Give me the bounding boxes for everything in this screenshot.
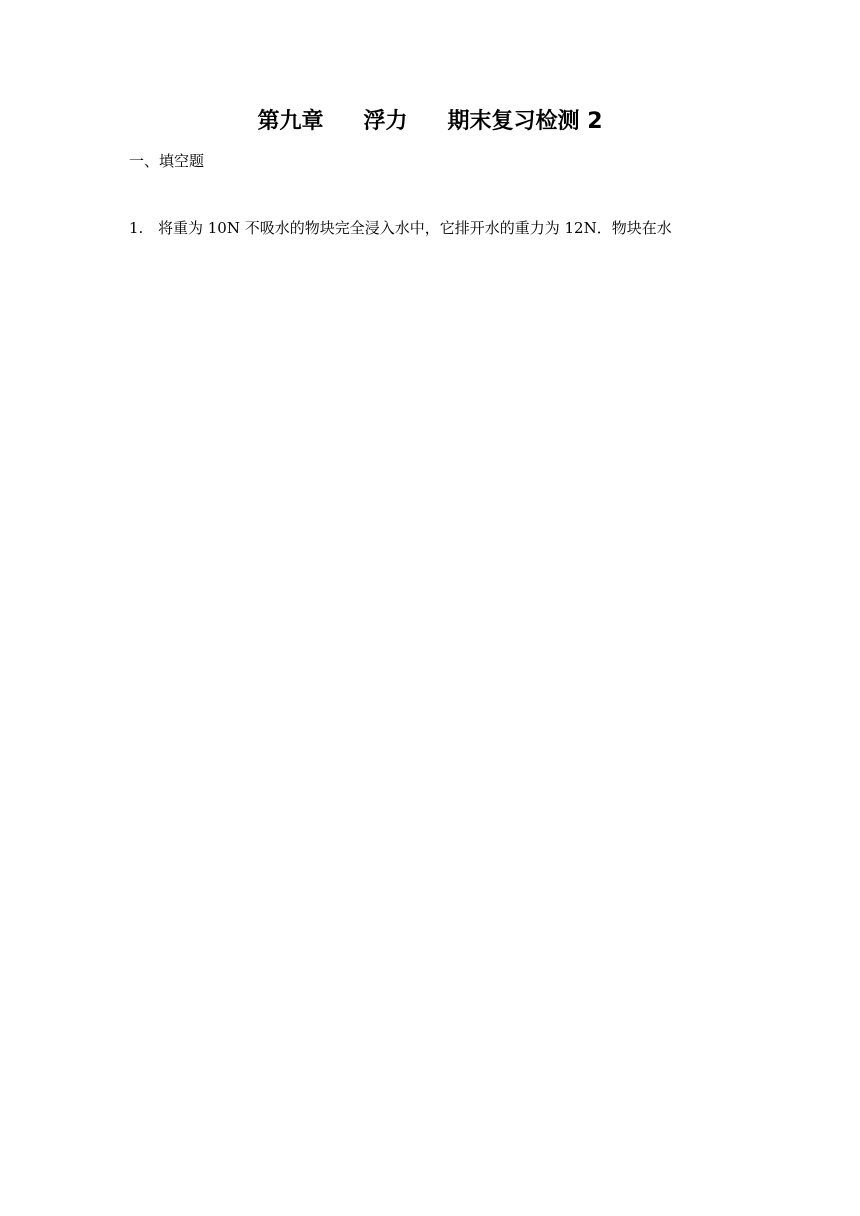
q1-number: 1.	[129, 219, 144, 237]
section-heading: 一、填空题	[129, 152, 205, 170]
q1-line-1: 将重为 10N 不吸水的物块完全浸入水中，它排开水的重力为 12N．物块在水	[158, 219, 672, 237]
topic-label: 浮力	[363, 109, 408, 134]
page-title	[0, 104, 860, 135]
test-name: 期末复习检测 2	[447, 109, 603, 134]
chapter-label: 第九章	[257, 109, 324, 134]
